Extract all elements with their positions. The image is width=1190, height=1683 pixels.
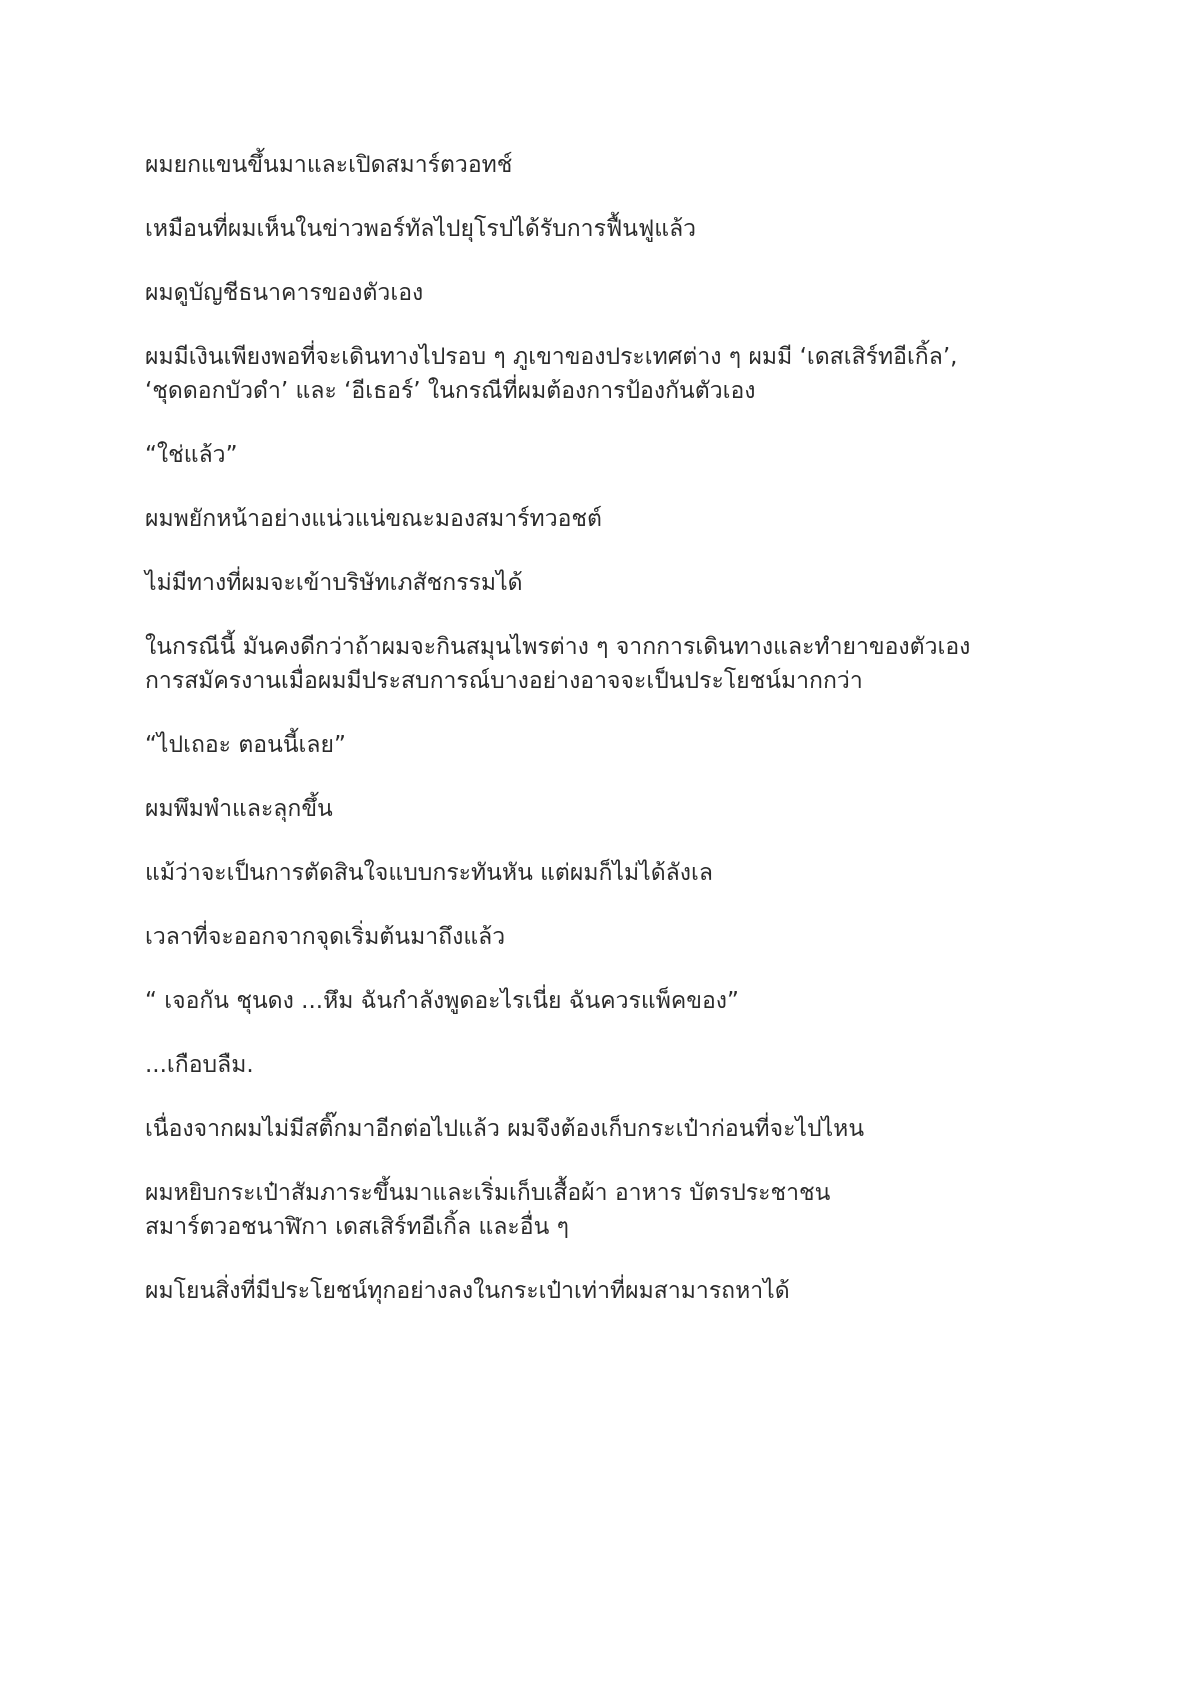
paragraph-6: ผมพยักหน้าอย่างแน่วแน่ขณะมองสมาร์ทวอชต์ <box>145 506 602 532</box>
paragraph-15: เนื่องจากผมไม่มีสติ๊กมาอีกต่อไปแล้ว ผมจึงต้องเก็บกระเป๋าก่อนที่จะไปไหน <box>145 1116 865 1142</box>
paragraph-9: “ไปเถอะ ตอนนี้เลย” <box>145 732 346 758</box>
paragraph-10: ผมพึมพำและลุกขึ้น <box>145 796 333 822</box>
paragraph-4: ผมมีเงินเพียงพอที่จะเดินทางไปรอบ ๆ ภูเขาของประเทศต่าง ๆ ผมมี ‘เดสเสิร์ทอีเกิ้ล’, ‘ชุดดอกบัวดำ’ และ ‘อีเธอร์’ ในกรณีที่ผมต้องการป้องกันตัวเอง <box>145 344 958 404</box>
paragraph-16: ผมหยิบกระเป๋าสัมภาระขึ้นมาและเริ่มเก็บเสื้อผ้า อาหาร บัตรประชาชน สมาร์ตวอชนาฬิกา เดสเสิร์ทอีเกิ้ล และอื่น ๆ <box>145 1180 831 1240</box>
paragraph-13: “ เจอกัน ชุนดง ...หึม ฉันกำลังพูดอะไรเนี่ย ฉันควรแพ็คของ” <box>145 988 739 1014</box>
document-body <box>145 148 1045 1338</box>
paragraph-14: ...เกือบลืม. <box>145 1052 254 1078</box>
paragraph-2: เหมือนที่ผมเห็นในข่าวพอร์ทัลไปยุโรปได้รับการฟื้นฟูแล้ว <box>145 216 697 242</box>
paragraph-5: “ใช่แล้ว” <box>145 442 238 468</box>
paragraph-7: ไม่มีทางที่ผมจะเข้าบริษัทเภสัชกรรมได้ <box>145 570 523 596</box>
paragraph-3: ผมดูบัญชีธนาคารของตัวเอง <box>145 280 424 306</box>
paragraph-1: ผมยกแขนขึ้นมาและเปิดสมาร์ตวอทช์ <box>145 152 513 178</box>
paragraph-8: ในกรณีนี้ มันคงดีกว่าถ้าผมจะกินสมุนไพรต่าง ๆ จากการเดินทางและทำยาของตัวเอง การสมัครงานเมื่อผมมีประสบการณ์บางอย่างอาจจะเป็นประโยชน์มากกว่า <box>145 634 971 694</box>
paragraph-17: ผมโยนสิ่งที่มีประโยชน์ทุกอย่างลงในกระเป๋าเท่าที่ผมสามารถหาได้ <box>145 1278 790 1304</box>
paragraph-11: แม้ว่าจะเป็นการตัดสินใจแบบกระทันหัน แต่ผมก็ไม่ได้ลังเล <box>145 860 713 886</box>
paragraph-12: เวลาที่จะออกจากจุดเริ่มต้นมาถึงแล้ว <box>145 924 506 950</box>
